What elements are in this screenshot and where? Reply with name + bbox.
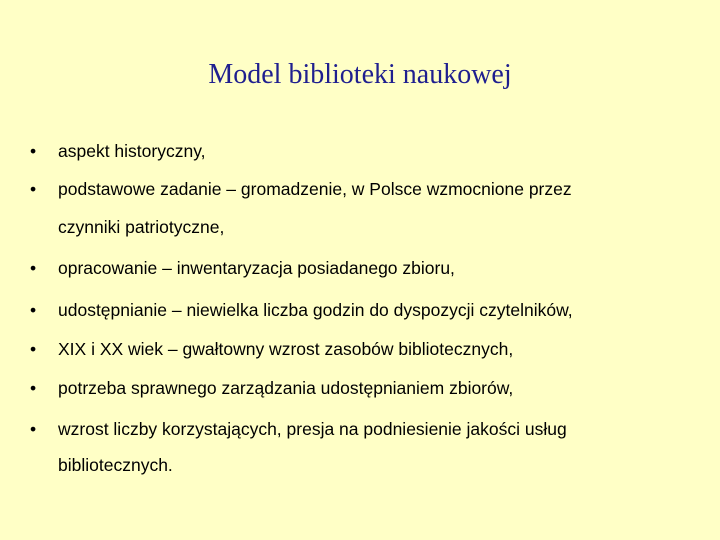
bullet-text: potrzeba sprawnego zarządzania udostępnianiem zbiorów, <box>58 378 514 398</box>
bullet-marker: • <box>30 378 37 398</box>
bullet-text: aspekt historyczny, <box>58 141 206 161</box>
bullet-text: opracowanie – inwentaryzacja posiadanego zbioru, <box>58 258 455 278</box>
bullet-text: XIX i XX wiek – gwałtowny wzrost zasobów bibliotecznych, <box>58 339 514 359</box>
bullet-text: podstawowe zadanie – gromadzenie, w Polsce wzmocnione przez <box>58 179 572 199</box>
bullet-marker: • <box>30 258 37 278</box>
bullet-marker: • <box>30 141 37 161</box>
bullet-marker: • <box>30 419 37 439</box>
bullet-text-continued: czynniki patriotyczne, <box>58 217 225 237</box>
bullet-text: udostępnianie – niewielka liczba godzin do dyspozycji czytelników, <box>58 300 573 320</box>
bullet-marker: • <box>30 300 37 320</box>
bullet-text: wzrost liczby korzystających, presja na podniesienie jakości usług <box>58 419 567 439</box>
bullet-marker: • <box>30 179 37 199</box>
slide-title: Model biblioteki naukowej <box>208 59 512 90</box>
bullet-text-continued: bibliotecznych. <box>58 455 173 475</box>
bullet-marker: • <box>30 339 37 359</box>
